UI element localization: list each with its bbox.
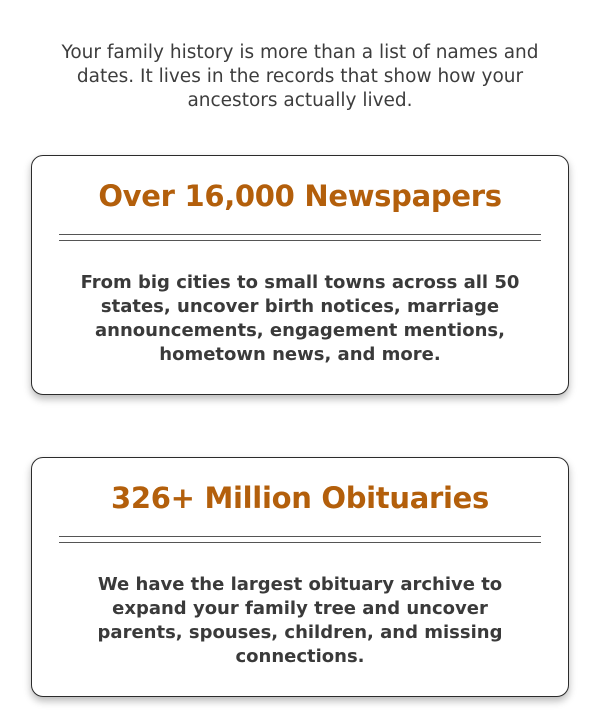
newspapers-card-divider bbox=[59, 234, 541, 241]
obituaries-card-body: We have the largest obituary archive to expand your family tree and uncover parents, spouses, children, and missing connections. bbox=[97, 574, 503, 667]
newspapers-card-body: From big cities to small towns across all 50 states, uncover birth notices, marriage announcements, engagement mentions, hometown news, and more. bbox=[80, 272, 520, 365]
intro-text: Your family history is more than a list of names and dates. It lives in the records that show how your ancestors actually lived. bbox=[61, 41, 539, 111]
newspapers-card bbox=[31, 155, 569, 395]
newspapers-card-title: Over 16,000 Newspapers bbox=[98, 179, 502, 213]
obituaries-card bbox=[31, 457, 569, 697]
obituaries-card-title: 326+ Million Obituaries bbox=[111, 481, 489, 515]
obituaries-card-divider bbox=[59, 536, 541, 543]
